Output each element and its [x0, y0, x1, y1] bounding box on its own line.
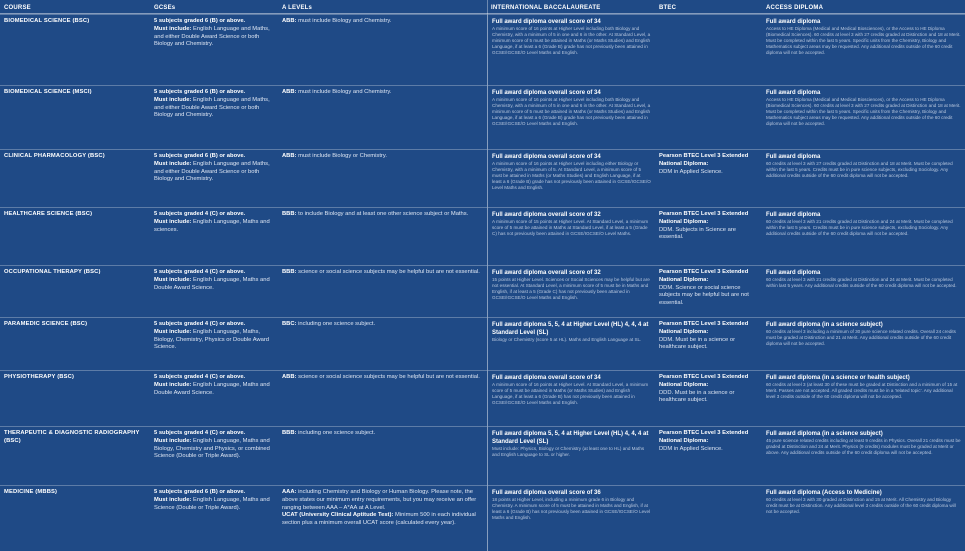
gcse-must-include — [154, 97, 274, 120]
access-detail-text: 60 credits at level 3 with 30 graded at Distinction and 15 at Merit. All Chemistry and Biology credit must be at Distinction. Any additional level 3 credits outside of the 60 credit diploma will not be accepted. — [766, 497, 956, 515]
access-detail-text: Access to HE Diploma (Medical and Medical Biosciences), or the Access to HE Diploma (Biomedical Sciences). 60 credits at level 3 with 27 credits graded at Distinction and 18 at Merit. Must be completed within the last 5 years. Specific units from the Chemistry, Biology and Mathematics subject areas may be requested. Any additional credits outside of the 60 credit diploma will not be accepted. — [766, 26, 961, 55]
btec-cell — [655, 149, 762, 207]
alevel-subjects-text: must include Biology or Chemistry. — [298, 153, 387, 159]
alevel-cell — [278, 265, 487, 317]
ib-headline: Full award diploma 5, 5, 4 at Higher Level (HL) 4, 4, 4 at Standard Level (SL) — [492, 431, 649, 446]
gcse-cell — [150, 370, 278, 426]
gcse-cell — [150, 149, 278, 207]
btec-requirement-text: DDM. Subjects in Science are essential. — [659, 226, 737, 241]
btec-cell — [655, 85, 762, 149]
access-detail-text: 60 credits at level 3 including a minimum of 30 pure science related credits. Overall 24 credits must be graded at Distinction and 21 at Merit. Any additional credits outside of the 60 credit diploma will not be accepted. — [766, 329, 956, 347]
gcse-subjects-text: English Language, Maths and Biology, Chemistry and Physics, or combined Science (Double or Triple Award). — [154, 437, 270, 460]
access-cell — [762, 207, 965, 265]
access-cell — [762, 370, 965, 426]
access-headline: Full award diploma — [766, 270, 821, 276]
alevel-grades: AAA: — [282, 489, 297, 495]
alevel-requirement — [282, 89, 483, 97]
alevel-grades: ABB: — [282, 18, 297, 24]
course-name-cell: THERAPEUTIC & DIAGNOSTIC RADIOGRAPHY (BSC) — [0, 426, 150, 485]
btec-qualification: Pearson BTEC Level 3 Extended National Diploma: — [659, 269, 749, 283]
alevel-requirement — [282, 430, 483, 438]
gcse-grade-text: 5 subjects graded 4 (C) or above. — [154, 430, 246, 436]
gcse-must-label: Must include: — [154, 328, 192, 335]
ib-detail-text: A minimum score of 15 points at Higher Level. At Standard Level, a minimum score of 5 must be attained in Maths at Standard Level, if at least a 5 (Grade C) has not previously been attained in GCSE/IGCSE/O Level Maths. — [492, 219, 649, 237]
access-cell — [762, 426, 965, 485]
access-headline: Full award diploma — [766, 90, 821, 96]
btec-requirement-text: DDM. Science or social science subjects may be helpful but are not essential. — [659, 284, 749, 307]
access-headline: Full award diploma (in a science or health subject) — [766, 375, 910, 381]
ib-cell — [487, 426, 655, 485]
course-name-cell: PHYSIOTHERAPY (BSC) — [0, 370, 150, 426]
access-detail-text: 60 credits at level 3 (at least 30 of these must be graded at Distinction and a minimum of 15 at Merit. Passes are not accepted. All graded credits must be in a 'related topic'. Any additional level 3 credits outside of the 60 credit diploma will not be accepted. — [766, 382, 958, 400]
gcse-subjects-text: English Language, Maths and Double Award Science. — [154, 381, 270, 396]
ucat-label: UCAT (University Clinical Aptitude Test): — [282, 512, 394, 519]
ib-cell — [487, 265, 655, 317]
gcse-must-include — [154, 497, 274, 513]
access-cell — [762, 14, 965, 85]
gcse-cell — [150, 485, 278, 551]
ib-cell — [487, 85, 655, 149]
alevel-requirement — [282, 211, 483, 219]
btec-cell — [655, 485, 762, 551]
gcse-grade-text: 5 subjects graded 6 (B) or above. — [154, 89, 246, 95]
alevel-requirement — [282, 153, 483, 161]
ib-cell — [487, 370, 655, 426]
access-detail-text: Access to HE Diploma (Medical and Medical Biosciences), or the Access to HE Diploma (Biomedical Sciences). 60 credits at level 3 with 27 credits graded at Distinction and 18 at Merit. Must be completed within the last 5 years. Specific units from the Chemistry, Biology and Mathematics subject areas may be requested. Any additional credits outside of the 60 credit diploma will not be accepted. — [766, 97, 961, 126]
gcse-grade-text: 5 subjects graded 4 (C) or above. — [154, 269, 246, 275]
btec-cell — [655, 14, 762, 85]
alevel-cell — [278, 85, 487, 149]
course-name-cell: MEDICINE (MBBS) — [0, 485, 150, 551]
ib-headline: Full award diploma overall score of 32 — [492, 212, 601, 218]
btec-qualification: Pearson BTEC Level 3 Extended National Diploma: — [659, 153, 749, 167]
alevel-grades: ABB: — [282, 374, 297, 380]
ib-detail-text: 18 points at Higher Level, including a minimum grade 6 in Biology and Chemistry. A minimum score of 5 must be attained in Maths and English, if at least a 6 (Grade B) has not previously been attained in GCSE/IGCSE/O Level Maths and English. — [492, 497, 651, 520]
access-headline: Full award diploma (Access to Medicine) — [766, 490, 882, 496]
gcse-cell — [150, 265, 278, 317]
alevel-requirement — [282, 374, 483, 382]
access-detail-text: 60 credits at level 3 with 21 credits graded at Distinction and 24 at Merit. Must be completed within the last 5 years. Credits must be in pure science subjects, excluding Sociology. Any additional credits outside of the 60 credit diploma will not be accepted. — [766, 219, 953, 237]
gcse-grade-text: 5 subjects graded 6 (B) or above. — [154, 18, 246, 24]
column-divider — [487, 0, 488, 551]
gcse-must-label: Must include: — [154, 25, 192, 32]
alevel-cell — [278, 149, 487, 207]
gcse-subjects-text: English Language, Maths and Science (Double or Triple Award). — [154, 496, 270, 511]
alevel-cell — [278, 370, 487, 426]
alevel-grades: BBB: — [282, 211, 297, 217]
ib-detail-text: A minimum score of 16 points at Higher Level including either Biology or Chemistry, with a minimum of 5. At Standard Level, a minimum score of 5 must be attained in Maths (or Maths Studies) and English Language, if at least a 6 (Grade B) grade has not previously been attained in GCSE/IGCSE/O Level Maths and English. — [492, 161, 651, 190]
access-cell — [762, 265, 965, 317]
btec-cell — [655, 265, 762, 317]
ib-cell — [487, 317, 655, 370]
ib-detail-text: 15 points at Higher Level. Sciences or Social Sciences may be helpful but are not essential. At Standard Level, a minimum score of 5 must be in Maths and English, if at least a 5 (Grade C) has not previously been attained in GCSE/IGCSE/O Level Maths and English. — [492, 277, 650, 300]
alevel-cell — [278, 426, 487, 485]
gcse-cell — [150, 317, 278, 370]
alevel-grades: BBB: — [282, 430, 297, 436]
btec-requirement-text: DDM in Applied Science. — [659, 445, 723, 452]
access-detail-text: 60 credits at level 3 with 27 credits graded at Distinction and 18 at Merit. Must be completed within the last 5 years. Credits must be in pure science subjects, excluding Sociology. Any additional credits outside of the 60 credit diploma will not be accepted. — [766, 161, 953, 179]
gcse-must-include — [154, 277, 274, 293]
btec-cell — [655, 207, 762, 265]
header-btec: BTEC — [655, 0, 762, 14]
ib-headline: Full award diploma overall score of 36 — [492, 490, 601, 496]
access-headline: Full award diploma — [766, 19, 821, 25]
gcse-must-label: Must include: — [154, 381, 192, 388]
access-detail-text: 60 credits at level 3 with 21 credits graded at Distinction and 24 at Merit. Must be completed within last 5 years. Any additional credits outside of the 60 credit diploma will not be accepted. — [766, 277, 957, 289]
ib-headline: Full award diploma 5, 5, 4 at Higher Level (HL) 4, 4, 4 at Standard Level (SL) — [492, 322, 649, 337]
gcse-grade-text: 5 subjects graded 4 (C) or above. — [154, 321, 246, 327]
alevel-subjects-text: including Chemistry and Biology or Human Biology. Please note, the above states our minimum entry requirements, but you may receive an offer ranging between AAA – A*AA at A Level. — [282, 489, 477, 511]
ib-detail-text: A minimum score of 16 points at Higher Level including both Biology and Chemistry, with a minimum of 5 in one and 6 in the other. At Standard Level, a minimum score of 5 must be attained in Maths (or Maths Studies) and English Language, if at least a 6 (Grade B) grade has not previously been attained in GCSE/IGCSE/O Level Maths and English. — [492, 26, 651, 55]
alevel-requirement — [282, 269, 483, 277]
ib-headline: Full award diploma overall score of 34 — [492, 19, 601, 25]
gcse-subjects-text: English Language and Maths, and either Double Award Science or both Biology and Chemistry. — [154, 25, 270, 48]
access-headline: Full award diploma (in a science subject) — [766, 431, 883, 437]
btec-qualification: Pearson BTEC Level 3 Extended National Diploma: — [659, 321, 749, 335]
gcse-subjects-text: English Language, Maths, Biology, Chemistry, Physics or Double Award Science. — [154, 328, 270, 351]
alevel-grades: BBB: — [282, 269, 297, 275]
gcse-must-include — [154, 26, 274, 49]
alevel-subjects-text: including one science subject. — [298, 321, 376, 327]
alevel-requirement — [282, 321, 483, 329]
access-headline: Full award diploma — [766, 212, 821, 218]
ib-detail-text: A minimum score of 16 points at Higher Level. At Standard Level, a minimum score of 5 must be attained in Maths (or Maths Studies) and English Language, if at least a 6 (Grade B) has not previously been attained in GCSE/IGCSE/O Level Maths and English. — [492, 382, 649, 405]
alevel-subjects-text: science or social science subjects may be helpful but are not essential. — [298, 374, 480, 380]
ib-detail-text: A minimum score of 16 points at Higher Level including both Biology and Chemistry, with a minimum of 5 in one and 6 in the other. At Standard Level, a minimum score of 5 must be attained in Maths (or Maths Studies) and English Language, if at least a 6 (Grade B) grade has not previously been attained in GCSE/IGCSE/O Level Maths and English. — [492, 97, 651, 126]
gcse-must-label: Must include: — [154, 160, 192, 167]
gcse-grade-text: 5 subjects graded 6 (B) or above. — [154, 489, 246, 495]
alevel-cell — [278, 14, 487, 85]
gcse-cell — [150, 207, 278, 265]
alevel-cell — [278, 207, 487, 265]
course-name-cell: BIOMEDICAL SCIENCE (MSCI) — [0, 85, 150, 149]
gcse-grade-text: 5 subjects graded 6 (B) or above. — [154, 153, 246, 159]
access-detail-text: 45 pure science related credits including at least 9 credits in Physics. Overall 21 credits must be graded at Distinction and 24 at Merit. Physics (9 credits) modules must be graded at Merit or above. Any additional credits outside of the 60 credit diploma will not be accepted. — [766, 438, 961, 456]
ib-cell — [487, 485, 655, 551]
alevel-cell — [278, 485, 487, 551]
gcse-subjects-text: English Language and Maths, and either Double Award Science or both Biology and Chemistry. — [154, 96, 270, 119]
btec-requirement-text: DDM in Applied Science. — [659, 168, 723, 175]
alevel-subjects-text: to include Biology and at least one other science subject or Maths. — [298, 211, 469, 217]
gcse-must-label: Must include: — [154, 437, 192, 444]
gcse-must-label: Must include: — [154, 496, 192, 503]
course-name-cell: CLINICAL PHARMACOLOGY (BSC) — [0, 149, 150, 207]
gcse-grade-text: 5 subjects graded 4 (C) or above. — [154, 211, 246, 217]
gcse-must-include — [154, 382, 274, 398]
alevel-extra-requirement — [282, 512, 483, 528]
course-name-cell: PARAMEDIC SCIENCE (BSC) — [0, 317, 150, 370]
access-cell — [762, 317, 965, 370]
btec-requirement-text: DDM. Must be in a science or healthcare subject. — [659, 336, 736, 351]
header-gcses: GCSEs — [150, 0, 278, 14]
alevel-cell — [278, 317, 487, 370]
gcse-must-include — [154, 161, 274, 184]
btec-qualification: Pearson BTEC Level 3 Extended National Diploma: — [659, 211, 749, 225]
btec-cell — [655, 370, 762, 426]
course-name-cell: HEALTHCARE SCIENCE (BSC) — [0, 207, 150, 265]
ib-cell — [487, 149, 655, 207]
alevel-subjects-text: must include Biology and Chemistry. — [298, 18, 392, 24]
alevel-grades: ABB: — [282, 89, 297, 95]
gcse-subjects-text: English Language and Maths, and either Double Award Science or both Biology and Chemistry. — [154, 160, 270, 183]
ib-headline: Full award diploma overall score of 34 — [492, 154, 601, 160]
btec-cell — [655, 426, 762, 485]
access-cell — [762, 485, 965, 551]
course-name-cell: OCCUPATIONAL THERAPY (BSC) — [0, 265, 150, 317]
ib-headline: Full award diploma overall score of 34 — [492, 90, 601, 96]
gcse-must-include — [154, 219, 274, 235]
ib-detail-text: Biology or Chemistry (score 5 at HL). Maths and English Language at SL. — [492, 337, 642, 343]
course-name-cell: BIOMEDICAL SCIENCE (BSC) — [0, 14, 150, 85]
header-ib: INTERNATIONAL BACCALAUREATE — [487, 0, 655, 14]
alevel-requirement — [282, 18, 483, 26]
gcse-cell — [150, 14, 278, 85]
alevel-subjects-text: must include Biology and Chemistry. — [298, 89, 392, 95]
gcse-subjects-text: English Language, Maths and Double Award Science. — [154, 276, 270, 291]
ucat-text: Minimum 500 in each individual section plus a minimum overall UCAT score (calculated every year). — [282, 512, 476, 527]
gcse-must-label: Must include: — [154, 96, 192, 103]
gcse-subjects-text: English Language, Maths and sciences. — [154, 218, 270, 233]
gcse-must-include — [154, 329, 274, 352]
btec-qualification: Pearson BTEC Level 3 Extended National Diploma: — [659, 430, 749, 444]
gcse-cell — [150, 85, 278, 149]
btec-cell — [655, 317, 762, 370]
gcse-must-include — [154, 438, 274, 461]
ib-cell — [487, 207, 655, 265]
alevel-grades: ABB: — [282, 153, 297, 159]
alevel-requirement — [282, 489, 483, 512]
gcse-must-label: Must include: — [154, 218, 192, 225]
ib-cell — [487, 14, 655, 85]
gcse-grade-text: 5 subjects graded 4 (C) or above. — [154, 374, 246, 380]
access-headline: Full award diploma (in a science subject) — [766, 322, 883, 328]
access-cell — [762, 149, 965, 207]
access-headline: Full award diploma — [766, 154, 821, 160]
ib-headline: Full award diploma overall score of 34 — [492, 375, 601, 381]
btec-qualification: Pearson BTEC Level 3 Extended National Diploma: — [659, 374, 749, 388]
ib-headline: Full award diploma overall score of 32 — [492, 270, 601, 276]
gcse-must-label: Must include: — [154, 276, 192, 283]
header-access: ACCESS DIPLOMA — [762, 0, 965, 14]
header-alevels: A LEVELs — [278, 0, 487, 14]
alevel-grades: BBC: — [282, 321, 297, 327]
btec-requirement-text: DDD. Must be in a science or healthcare subject. — [659, 389, 735, 404]
header-course: COURSE — [0, 0, 150, 14]
gcse-cell — [150, 426, 278, 485]
alevel-subjects-text: science or social science subjects may be helpful but are not essential. — [298, 269, 480, 275]
access-cell — [762, 85, 965, 149]
alevel-subjects-text: including one science subject. — [298, 430, 376, 436]
ib-detail-text: Must include: Physics, Biology or Chemistry (at least one to HL) and Maths and English Language to SL or higher. — [492, 446, 645, 458]
